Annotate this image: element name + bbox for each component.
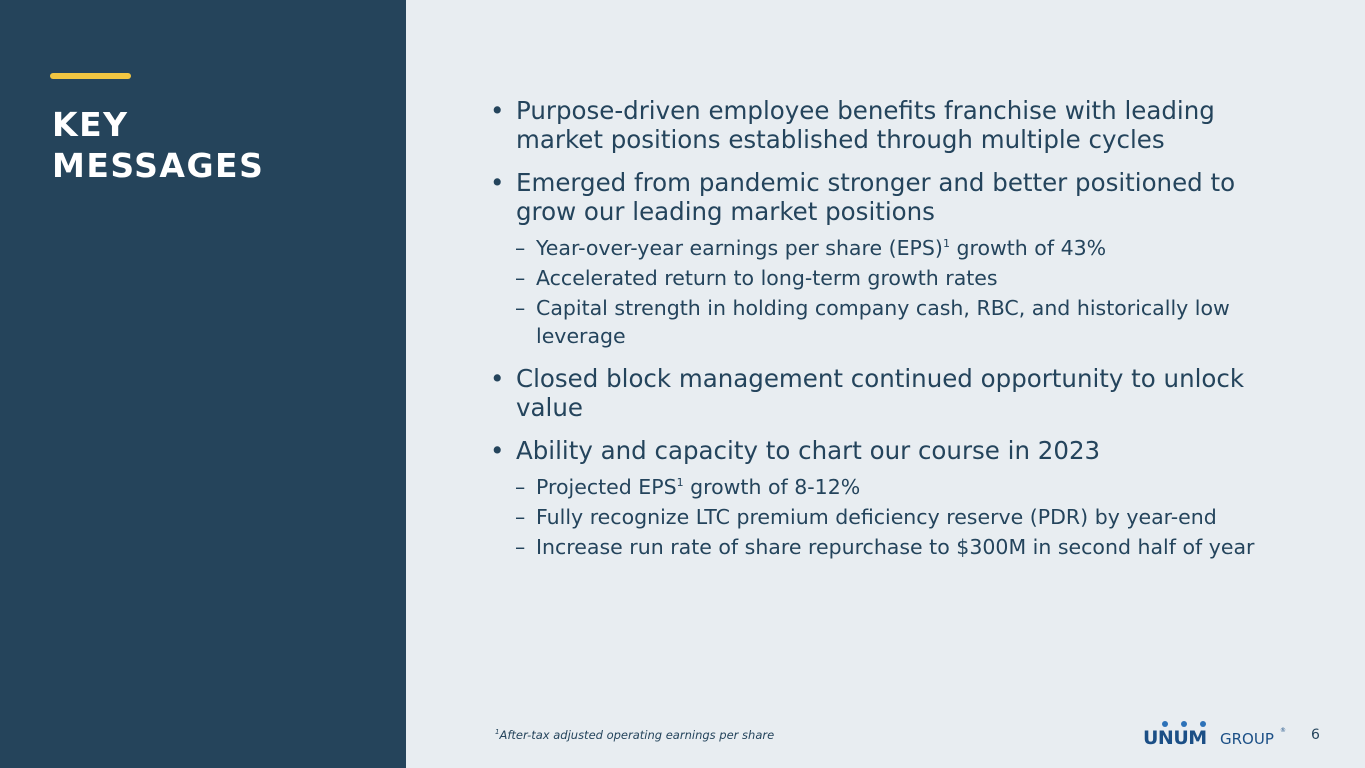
footnote-ref: 1 [942, 237, 950, 250]
sub-item-text: growth of 8-12% [683, 475, 861, 499]
bullet-3: • Closed block management continued opportunity to unlock value [488, 364, 1298, 422]
dash-marker: – [515, 535, 526, 559]
logo-suffix: GROUP [1220, 730, 1274, 748]
page-number: 6 [1311, 727, 1320, 743]
footnote-ref: 1 [676, 476, 684, 489]
dash-marker: – [515, 236, 526, 260]
sub-item-projected-eps [488, 473, 1298, 501]
bullet-2: • Emerged from pandemic stronger and better positioned to grow our leading market positions [488, 168, 1298, 226]
bullet-4-subitems [488, 473, 1298, 561]
sub-item-growth-rates [488, 264, 1298, 292]
sub-item-text: Fully recognize LTC premium deficiency reserve (PDR) by year-end [536, 505, 1217, 529]
footnote [495, 728, 774, 742]
page-title-line-2: MESSAGES [52, 146, 265, 185]
dash-marker: – [515, 296, 526, 320]
footnote-marker: 1 [495, 728, 500, 736]
logo-registered-mark: ® [1280, 727, 1286, 734]
accent-bar [50, 73, 131, 79]
bullet-1: • Purpose-driven employee benefits franchise with leading market positions established through multiple cycles [488, 96, 1298, 154]
title-panel [0, 0, 406, 768]
bullet-4: • Ability and capacity to chart our course in 2023 [488, 436, 1298, 465]
sub-item-text: Projected EPS [536, 475, 677, 499]
key-messages-list [488, 96, 1298, 575]
sub-item-text: Year-over-year earnings per share (EPS) [536, 236, 943, 260]
sub-item-capital-strength [488, 294, 1298, 350]
sub-item-share-repurchase [488, 533, 1298, 561]
page-title-line-1: KEY [52, 105, 129, 144]
sub-item-text: Capital strength in holding company cash, RBC, and historically low leverage [536, 296, 1230, 348]
sub-item-eps-growth [488, 234, 1298, 262]
dash-marker: – [515, 505, 526, 529]
sub-item-ltc-pdr [488, 503, 1298, 531]
footnote-text: After-tax adjusted operating earnings per share [499, 728, 775, 742]
unum-group-logo [1142, 718, 1288, 748]
sub-item-text: Increase run rate of share repurchase to $300M in second half of year [536, 535, 1255, 559]
sub-item-text: growth of 43% [949, 236, 1107, 260]
page-title [52, 104, 352, 186]
bullet-2-subitems [488, 234, 1298, 350]
logo-brand: UNUM [1143, 727, 1207, 748]
dash-marker: – [515, 475, 526, 499]
sub-item-text: Accelerated return to long-term growth rates [536, 266, 998, 290]
dash-marker: – [515, 266, 526, 290]
